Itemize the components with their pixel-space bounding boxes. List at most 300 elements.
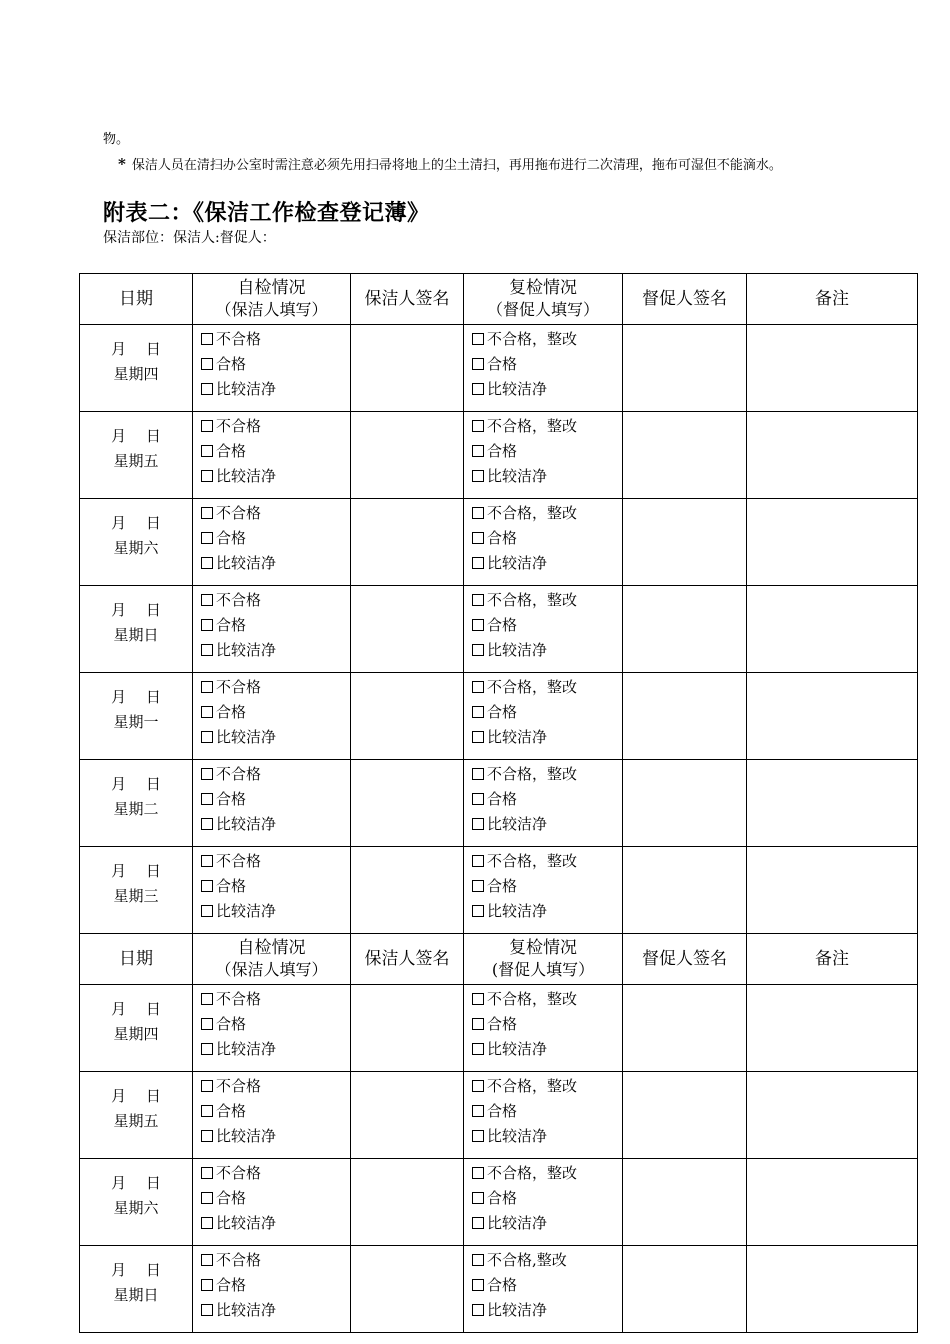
option-pass-label: 合格 bbox=[216, 790, 247, 808]
option-fail-rectify[interactable] bbox=[472, 987, 622, 1012]
option-clean[interactable] bbox=[201, 1298, 350, 1323]
recheck-cell bbox=[464, 1246, 623, 1333]
supervisor-sign-cell[interactable] bbox=[623, 1159, 747, 1246]
weekday-label: 星期二 bbox=[113, 800, 159, 818]
cleaner-sign-cell[interactable] bbox=[351, 847, 464, 934]
option-clean[interactable] bbox=[201, 1124, 350, 1149]
option-fail-rectify-label: 不合格，整改 bbox=[487, 417, 578, 435]
month-day-label: 月 日 bbox=[111, 427, 161, 445]
recheck-cell bbox=[464, 325, 623, 412]
recheck-cell bbox=[464, 985, 623, 1072]
option-fail[interactable] bbox=[201, 501, 350, 526]
option-fail-rectify[interactable] bbox=[472, 1161, 622, 1186]
remark-cell[interactable] bbox=[747, 1246, 918, 1333]
checkbox-icon[interactable] bbox=[472, 1167, 484, 1179]
remark-cell[interactable] bbox=[747, 760, 918, 847]
cleaner-sign-cell[interactable] bbox=[351, 985, 464, 1072]
checkbox-icon[interactable] bbox=[472, 532, 484, 544]
option-clean-label: 比较洁净 bbox=[216, 380, 277, 398]
table-row bbox=[80, 325, 918, 412]
month-day-label: 月 日 bbox=[111, 601, 161, 619]
remark-cell[interactable] bbox=[747, 325, 918, 412]
recheck-cell bbox=[464, 1159, 623, 1246]
option-pass-label: 合格 bbox=[487, 442, 518, 460]
checkbox-icon[interactable] bbox=[472, 1105, 484, 1117]
option-pass[interactable] bbox=[472, 1012, 622, 1037]
option-clean[interactable] bbox=[472, 1298, 622, 1323]
header-remark: 备注 bbox=[747, 274, 918, 325]
weekday-label: 星期五 bbox=[113, 452, 159, 470]
cleaner-sign-cell[interactable] bbox=[351, 1159, 464, 1246]
option-clean[interactable] bbox=[472, 812, 622, 837]
checkbox-icon[interactable] bbox=[201, 731, 213, 743]
cleaner-sign-cell[interactable] bbox=[351, 412, 464, 499]
option-clean[interactable] bbox=[472, 1037, 622, 1062]
option-fail[interactable] bbox=[201, 327, 350, 352]
option-pass-label: 合格 bbox=[216, 1102, 247, 1120]
option-pass-label: 合格 bbox=[487, 355, 518, 373]
header-date: 日期 bbox=[80, 934, 193, 985]
checkbox-icon[interactable] bbox=[472, 383, 484, 395]
option-pass-label: 合格 bbox=[487, 1276, 518, 1294]
remark-cell[interactable] bbox=[747, 586, 918, 673]
checkbox-icon[interactable] bbox=[201, 333, 213, 345]
option-pass-label: 合格 bbox=[487, 1015, 518, 1033]
option-clean-label: 比较洁净 bbox=[487, 1301, 548, 1319]
checkbox-icon[interactable] bbox=[472, 1217, 484, 1229]
checkbox-icon[interactable] bbox=[201, 1105, 213, 1117]
table-row bbox=[80, 586, 918, 673]
cleaner-sign-cell[interactable] bbox=[351, 1072, 464, 1159]
option-pass[interactable] bbox=[201, 352, 350, 377]
table-row bbox=[80, 673, 918, 760]
checkbox-icon[interactable] bbox=[201, 557, 213, 569]
remark-cell[interactable] bbox=[747, 673, 918, 760]
cleaner-sign-cell[interactable] bbox=[351, 673, 464, 760]
option-clean-label: 比较洁净 bbox=[487, 467, 548, 485]
table-row bbox=[80, 1246, 918, 1333]
checkbox-icon[interactable] bbox=[201, 1080, 213, 1092]
checkbox-icon[interactable] bbox=[472, 644, 484, 656]
cleaner-sign-cell[interactable] bbox=[351, 499, 464, 586]
option-pass[interactable] bbox=[472, 787, 622, 812]
month-day-label: 月 日 bbox=[111, 1261, 161, 1279]
table-row bbox=[80, 499, 918, 586]
option-clean[interactable] bbox=[201, 551, 350, 576]
page-title: 附表二：《保洁工作检查登记薄》 bbox=[103, 200, 430, 226]
option-clean-label: 比较洁净 bbox=[487, 380, 548, 398]
checkbox-icon[interactable] bbox=[472, 1192, 484, 1204]
remark-cell[interactable] bbox=[747, 412, 918, 499]
option-clean[interactable] bbox=[472, 899, 622, 924]
option-clean[interactable] bbox=[472, 464, 622, 489]
checkbox-icon[interactable] bbox=[201, 619, 213, 631]
option-pass-label: 合格 bbox=[487, 529, 518, 547]
checkbox-icon[interactable] bbox=[472, 731, 484, 743]
option-clean-label: 比较洁净 bbox=[216, 902, 277, 920]
checkbox-icon[interactable] bbox=[201, 1279, 213, 1291]
checkbox-icon[interactable] bbox=[201, 1304, 213, 1316]
option-clean-label: 比较洁净 bbox=[216, 728, 277, 746]
checkbox-icon[interactable] bbox=[472, 1043, 484, 1055]
option-clean[interactable] bbox=[201, 899, 350, 924]
option-fail-rectify[interactable] bbox=[472, 327, 622, 352]
cleaner-sign-cell[interactable] bbox=[351, 1246, 464, 1333]
checkbox-icon[interactable] bbox=[201, 993, 213, 1005]
option-fail-rectify[interactable] bbox=[472, 675, 622, 700]
option-pass[interactable] bbox=[201, 874, 350, 899]
supervisor-sign-cell[interactable] bbox=[623, 325, 747, 412]
option-pass[interactable] bbox=[472, 874, 622, 899]
option-pass[interactable] bbox=[472, 700, 622, 725]
checkbox-icon[interactable] bbox=[201, 532, 213, 544]
option-pass-label: 合格 bbox=[487, 1102, 518, 1120]
option-clean[interactable] bbox=[201, 638, 350, 663]
option-pass[interactable] bbox=[201, 1012, 350, 1037]
checkbox-icon[interactable] bbox=[472, 1018, 484, 1030]
option-clean[interactable] bbox=[472, 377, 622, 402]
checkbox-icon[interactable] bbox=[472, 818, 484, 830]
checkbox-icon[interactable] bbox=[201, 880, 213, 892]
recheck-cell bbox=[464, 586, 623, 673]
table-row bbox=[80, 760, 918, 847]
option-fail-label: 不合格 bbox=[216, 417, 262, 435]
checkbox-icon[interactable] bbox=[201, 706, 213, 718]
checkbox-icon[interactable] bbox=[472, 507, 484, 519]
checkbox-icon[interactable] bbox=[472, 557, 484, 569]
checkbox-icon[interactable] bbox=[472, 420, 484, 432]
option-clean-label: 比较洁净 bbox=[216, 467, 277, 485]
date-cell bbox=[80, 1246, 193, 1333]
checkbox-icon[interactable] bbox=[472, 594, 484, 606]
self-check-cell bbox=[193, 412, 351, 499]
month-day-label: 月 日 bbox=[111, 514, 161, 532]
option-clean[interactable] bbox=[201, 1037, 350, 1062]
checkbox-icon[interactable] bbox=[472, 880, 484, 892]
checkbox-icon[interactable] bbox=[201, 420, 213, 432]
option-fail[interactable] bbox=[201, 1248, 350, 1273]
header-self-check-sub: （保洁人填写） bbox=[215, 960, 328, 979]
remark-cell[interactable] bbox=[747, 847, 918, 934]
weekday-label: 星期六 bbox=[113, 539, 159, 557]
self-check-cell bbox=[193, 499, 351, 586]
option-pass-label: 合格 bbox=[216, 616, 247, 634]
cleaner-sign-cell[interactable] bbox=[351, 586, 464, 673]
checkbox-icon[interactable] bbox=[472, 470, 484, 482]
option-fail-rectify[interactable] bbox=[472, 762, 622, 787]
option-fail[interactable] bbox=[201, 675, 350, 700]
option-clean[interactable] bbox=[201, 1211, 350, 1236]
supervisor-sign-cell[interactable] bbox=[623, 760, 747, 847]
checkbox-icon[interactable] bbox=[472, 1130, 484, 1142]
option-pass[interactable] bbox=[472, 352, 622, 377]
cleaner-sign-cell[interactable] bbox=[351, 760, 464, 847]
checkbox-icon[interactable] bbox=[201, 1018, 213, 1030]
option-pass-label: 合格 bbox=[487, 790, 518, 808]
weekday-label: 星期四 bbox=[113, 365, 159, 383]
table-header-row bbox=[80, 274, 918, 325]
checkbox-icon[interactable] bbox=[472, 993, 484, 1005]
remark-cell[interactable] bbox=[747, 1072, 918, 1159]
option-fail-label: 不合格 bbox=[216, 1077, 262, 1095]
weekday-label: 星期日 bbox=[113, 1286, 159, 1304]
self-check-cell bbox=[193, 586, 351, 673]
option-clean[interactable] bbox=[472, 1211, 622, 1236]
checkbox-icon[interactable] bbox=[472, 333, 484, 345]
option-fail-rectify-label: 不合格，整改 bbox=[487, 330, 578, 348]
table-row bbox=[80, 412, 918, 499]
option-clean-label: 比较洁净 bbox=[216, 641, 277, 659]
option-fail-rectify-label: 不合格，整改 bbox=[487, 504, 578, 522]
checkbox-icon[interactable] bbox=[201, 1167, 213, 1179]
checkbox-icon[interactable] bbox=[201, 681, 213, 693]
checkbox-icon[interactable] bbox=[472, 1254, 484, 1266]
option-pass[interactable] bbox=[472, 1186, 622, 1211]
option-pass-label: 合格 bbox=[216, 1015, 247, 1033]
checkbox-icon[interactable] bbox=[472, 855, 484, 867]
self-check-cell bbox=[193, 673, 351, 760]
header-recheck bbox=[464, 274, 623, 325]
option-fail-label: 不合格 bbox=[216, 678, 262, 696]
recheck-cell bbox=[464, 847, 623, 934]
self-check-cell bbox=[193, 1072, 351, 1159]
checkbox-icon[interactable] bbox=[201, 818, 213, 830]
option-fail-rectify-label: 不合格，整改 bbox=[487, 852, 578, 870]
checkbox-icon[interactable] bbox=[201, 1192, 213, 1204]
option-pass[interactable] bbox=[201, 700, 350, 725]
checkbox-icon[interactable] bbox=[201, 470, 213, 482]
supervisor-sign-cell[interactable] bbox=[623, 673, 747, 760]
option-clean-label: 比较洁净 bbox=[487, 641, 548, 659]
option-fail[interactable] bbox=[201, 762, 350, 787]
asterisk-icon: * bbox=[118, 155, 126, 173]
header-remark: 备注 bbox=[747, 934, 918, 985]
option-pass[interactable] bbox=[201, 613, 350, 638]
table-row bbox=[80, 1072, 918, 1159]
option-pass[interactable] bbox=[201, 1099, 350, 1124]
month-day-label: 月 日 bbox=[111, 1087, 161, 1105]
checkbox-icon[interactable] bbox=[201, 1254, 213, 1266]
option-clean[interactable] bbox=[472, 725, 622, 750]
option-fail-rectify[interactable] bbox=[472, 588, 622, 613]
option-clean[interactable] bbox=[201, 377, 350, 402]
option-pass[interactable] bbox=[472, 1099, 622, 1124]
weekday-label: 星期日 bbox=[113, 626, 159, 644]
option-fail-rectify-label: 不合格，整改 bbox=[487, 678, 578, 696]
checkbox-icon[interactable] bbox=[472, 358, 484, 370]
supervisor-sign-cell[interactable] bbox=[623, 985, 747, 1072]
month-day-label: 月 日 bbox=[111, 1000, 161, 1018]
option-fail-rectify[interactable] bbox=[472, 414, 622, 439]
self-check-cell bbox=[193, 985, 351, 1072]
continuation-text: 物。 bbox=[103, 132, 130, 147]
option-pass-label: 合格 bbox=[487, 703, 518, 721]
option-pass-label: 合格 bbox=[216, 355, 247, 373]
option-pass-label: 合格 bbox=[487, 877, 518, 895]
option-clean-label: 比较洁净 bbox=[216, 1214, 277, 1232]
supervisor-sign-cell[interactable] bbox=[623, 412, 747, 499]
option-pass[interactable] bbox=[201, 439, 350, 464]
header-self-check bbox=[193, 934, 351, 985]
option-pass[interactable] bbox=[472, 526, 622, 551]
supervisor-sign-cell[interactable] bbox=[623, 1072, 747, 1159]
option-clean[interactable] bbox=[201, 464, 350, 489]
option-pass[interactable] bbox=[201, 1186, 350, 1211]
checkbox-icon[interactable] bbox=[472, 1080, 484, 1092]
checkbox-icon[interactable] bbox=[201, 905, 213, 917]
option-fail[interactable] bbox=[201, 987, 350, 1012]
option-fail[interactable] bbox=[201, 1074, 350, 1099]
option-clean-label: 比较洁净 bbox=[216, 815, 277, 833]
option-fail[interactable] bbox=[201, 849, 350, 874]
supervisor-sign-cell[interactable] bbox=[623, 586, 747, 673]
option-fail-label: 不合格 bbox=[216, 990, 262, 1008]
option-clean[interactable] bbox=[201, 812, 350, 837]
header-recheck-title: 复检情况 bbox=[509, 278, 577, 298]
date-cell bbox=[80, 760, 193, 847]
header-recheck-sub: (督促人填写） bbox=[491, 960, 595, 979]
option-pass[interactable] bbox=[472, 1273, 622, 1298]
option-pass-label: 合格 bbox=[216, 442, 247, 460]
checkbox-icon[interactable] bbox=[201, 644, 213, 656]
option-pass[interactable] bbox=[472, 613, 622, 638]
weekday-label: 星期六 bbox=[113, 1199, 159, 1217]
option-fail-label: 不合格 bbox=[216, 504, 262, 522]
option-fail[interactable] bbox=[201, 1161, 350, 1186]
option-fail-rectify[interactable] bbox=[472, 1074, 622, 1099]
remark-cell[interactable] bbox=[747, 985, 918, 1072]
supervisor-sign-cell[interactable] bbox=[623, 847, 747, 934]
option-pass-label: 合格 bbox=[487, 616, 518, 634]
header-cleaner-sign: 保洁人签名 bbox=[351, 934, 464, 985]
date-cell bbox=[80, 586, 193, 673]
header-date: 日期 bbox=[80, 274, 193, 325]
option-pass-label: 合格 bbox=[216, 703, 247, 721]
option-pass-label: 合格 bbox=[216, 1276, 247, 1294]
checkbox-icon[interactable] bbox=[201, 855, 213, 867]
cleaner-sign-cell[interactable] bbox=[351, 325, 464, 412]
date-cell bbox=[80, 325, 193, 412]
option-pass-label: 合格 bbox=[216, 877, 247, 895]
cleaning-note-text: 保洁人员在清扫办公室时需注意必须先用扫帚将地上的尘土清扫，再用拖布进行二次清理，拖布可湿但不能滴水。 bbox=[131, 158, 782, 173]
supervisor-sign-cell[interactable] bbox=[623, 1246, 747, 1333]
form-subtitle: 保洁部位：保洁人:督促人： bbox=[103, 230, 276, 246]
checkbox-icon[interactable] bbox=[472, 1279, 484, 1291]
remark-cell[interactable] bbox=[747, 1159, 918, 1246]
header-recheck-title: 复检情况 bbox=[509, 938, 577, 958]
date-cell bbox=[80, 847, 193, 934]
option-pass[interactable] bbox=[201, 526, 350, 551]
weekday-label: 星期五 bbox=[113, 1112, 159, 1130]
month-day-label: 月 日 bbox=[111, 775, 161, 793]
table-header-row bbox=[80, 934, 918, 985]
option-fail-rectify[interactable] bbox=[472, 501, 622, 526]
cleaning-note bbox=[118, 154, 782, 173]
option-fail-rectify-label: 不合格，整改 bbox=[487, 990, 578, 1008]
checkbox-icon[interactable] bbox=[201, 1043, 213, 1055]
date-cell bbox=[80, 412, 193, 499]
checkbox-icon[interactable] bbox=[472, 905, 484, 917]
date-cell bbox=[80, 985, 193, 1072]
option-pass[interactable] bbox=[472, 439, 622, 464]
header-self-check-title: 自检情况 bbox=[237, 938, 306, 958]
option-fail[interactable] bbox=[201, 414, 350, 439]
header-self-check-title: 自检情况 bbox=[237, 278, 306, 298]
month-day-label: 月 日 bbox=[111, 340, 161, 358]
checkbox-icon[interactable] bbox=[201, 358, 213, 370]
self-check-cell bbox=[193, 760, 351, 847]
option-fail[interactable] bbox=[201, 588, 350, 613]
option-fail-label: 不合格 bbox=[216, 1164, 262, 1182]
option-fail-rectify[interactable] bbox=[472, 849, 622, 874]
option-clean-label: 比较洁净 bbox=[487, 815, 548, 833]
supervisor-sign-cell[interactable] bbox=[623, 499, 747, 586]
option-fail-rectify-label: 不合格，整改 bbox=[487, 1164, 578, 1182]
header-self-check bbox=[193, 274, 351, 325]
header-supervisor-sign: 督促人签名 bbox=[623, 934, 747, 985]
checkbox-icon[interactable] bbox=[472, 619, 484, 631]
date-cell bbox=[80, 1072, 193, 1159]
checkbox-icon[interactable] bbox=[472, 681, 484, 693]
recheck-cell bbox=[464, 673, 623, 760]
option-pass-label: 合格 bbox=[216, 1189, 247, 1207]
option-clean-label: 比较洁净 bbox=[216, 1040, 277, 1058]
option-fail-label: 不合格 bbox=[216, 765, 262, 783]
checkbox-icon[interactable] bbox=[472, 1304, 484, 1316]
checkbox-icon[interactable] bbox=[472, 793, 484, 805]
checkbox-icon[interactable] bbox=[201, 594, 213, 606]
checkbox-icon[interactable] bbox=[472, 445, 484, 457]
checkbox-icon[interactable] bbox=[201, 768, 213, 780]
self-check-cell bbox=[193, 847, 351, 934]
table-row bbox=[80, 1159, 918, 1246]
date-cell bbox=[80, 499, 193, 586]
option-pass[interactable] bbox=[201, 787, 350, 812]
option-clean[interactable] bbox=[472, 1124, 622, 1149]
option-fail-label: 不合格 bbox=[216, 852, 262, 870]
option-clean-label: 比较洁净 bbox=[487, 554, 548, 572]
option-clean[interactable] bbox=[201, 725, 350, 750]
option-clean[interactable] bbox=[472, 638, 622, 663]
month-day-label: 月 日 bbox=[111, 688, 161, 706]
remark-cell[interactable] bbox=[747, 499, 918, 586]
recheck-cell bbox=[464, 1072, 623, 1159]
header-recheck bbox=[464, 934, 623, 985]
recheck-cell bbox=[464, 412, 623, 499]
checkbox-icon[interactable] bbox=[201, 383, 213, 395]
option-fail-rectify-label: 不合格，整改 bbox=[487, 765, 578, 783]
checkbox-icon[interactable] bbox=[472, 768, 484, 780]
option-pass[interactable] bbox=[201, 1273, 350, 1298]
month-day-label: 月 日 bbox=[111, 862, 161, 880]
month-day-label: 月 日 bbox=[111, 1174, 161, 1192]
checkbox-icon[interactable] bbox=[201, 793, 213, 805]
table-row bbox=[80, 847, 918, 934]
option-clean[interactable] bbox=[472, 551, 622, 576]
checkbox-icon[interactable] bbox=[201, 1130, 213, 1142]
option-clean-label: 比较洁净 bbox=[216, 1301, 277, 1319]
checkbox-icon[interactable] bbox=[201, 1217, 213, 1229]
checkbox-icon[interactable] bbox=[201, 507, 213, 519]
option-pass-label: 合格 bbox=[216, 529, 247, 547]
option-fail-rectify[interactable] bbox=[472, 1248, 622, 1273]
option-clean-label: 比较洁净 bbox=[487, 1214, 548, 1232]
checkbox-icon[interactable] bbox=[201, 445, 213, 457]
option-clean-label: 比较洁净 bbox=[487, 902, 548, 920]
checkbox-icon[interactable] bbox=[472, 706, 484, 718]
self-check-cell bbox=[193, 1159, 351, 1246]
self-check-cell bbox=[193, 325, 351, 412]
